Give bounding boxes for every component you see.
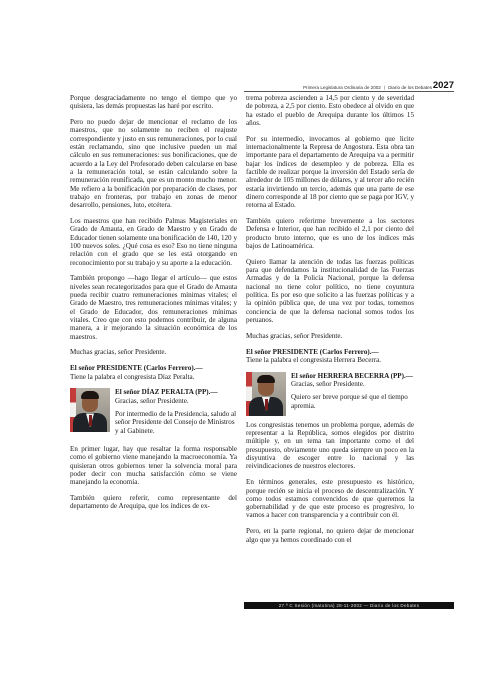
footer-text: 27.ª C Sesión (matutina) 28-11-2002 — Diario de los Debates [278, 603, 420, 608]
speaker-intro [291, 372, 414, 389]
paragraph: En primer lugar, hay que resaltar la forma responsable como el gobierno viene manejando la macroeconomía. Ya quisieran otros gobiernos tener la solvencia moral para poder decir con mucha satisfacción cómo se viene manejando la economía. [70, 444, 237, 487]
paragraph: También quiero referir, como representante del departamento de Arequipa, que los índices de ex- [70, 494, 237, 511]
paragraph: También propongo —hago llegar el artículo— que estos niveles sean recategorizados para que el Grado de Amauta pueda recibir cuatro remuneraciones mínimas vitales; el Grado de Maestro, tres remuneraciones mínimas vitales; y el Grado de Educador, dos remuneraciones mínimas vitales. Creo que con esto podemos contribuir, de alguna manera, a ir mejorando la situación económica de los maestros. [70, 274, 237, 341]
paragraph: Por su intermedio, invocamos al gobierno que licite internacionalmente la Represa de Angostura. Esta obra tan importante para el departamento de Arequipa va a permitir bajar los índices de desempleo y de pobreza. Ella es factible de realizar porque la inversión del Estado sería de alrededor de 105 millones de dólares, y al tercer año recién estaría invirtiendo un tercio, además que una parte de ese dinero corresponde al 18 por ciento que se paga por IGV, y retorna al Estado. [246, 134, 414, 210]
paragraph: Muchas gracias, señor Presidente. [70, 348, 167, 357]
page-header [244, 78, 454, 91]
speaker-text: Tiene la palabra el congresista Díaz Peralta. [70, 372, 195, 381]
paragraph: Por intermedio de la Presidencia, saludo al señor Presidente del Consejo de Ministros y al Gabinete. [115, 410, 237, 435]
speaker-photo [246, 372, 286, 416]
header-rule [244, 91, 454, 92]
speaker-paragraph [70, 364, 237, 381]
page-number: 2027 [432, 80, 454, 91]
paragraph: También quiero referirme brevemente a los sectores Defensa e Interior, que han recibido el 2,1 por ciento del producto bruto interno, que es uno de los índices más bajos de Latinoamérica. [246, 217, 414, 250]
speaker-paragraph [246, 348, 414, 365]
paragraph: Quiero ser breve porque sé que el tiempo apremia. [291, 393, 408, 410]
speaker-name: El señor PRESIDENTE (Carlos Ferrero).— [70, 364, 203, 373]
speaker-intro [115, 388, 237, 405]
paragraph: En términos generales, este presupuesto es histórico, porque recién se inicia el proceso de descentralización. Y como todos estamos convencidos de que queremos la gobernabilidad y de que este proceso es progresivo, lo vamos a hacer con transparencia y a contribuir con él. [246, 478, 414, 520]
paragraph: Porque desgraciadamente no tengo el tiempo que yo quisiera, las demás propuestas las haré por escrito. [70, 94, 237, 111]
speaker-text: Gracias, señor Presidente. [291, 380, 365, 389]
speaker-block [70, 388, 237, 439]
paragraph: Muchas gracias, señor Presidente. [246, 331, 343, 340]
page-footer [244, 602, 454, 609]
legislature-title: Primera Legislatura Ordinaria de 2002 [302, 85, 381, 90]
speaker-name: El señor HERRERA BECERRA (PP).— [291, 371, 413, 380]
speaker-text: Tiene la palabra el congresista Herrera Becerra. [246, 355, 382, 364]
paragraph: Quiero llamar la atención de todas las fuerzas políticas para que defendamos la institucionalidad de las Fuerzas Armadas y de la Policía Nacional, porque la defensa nacional no tiene color político, no tiene coyuntura política. Es por eso que solicito a las fuerzas políticas y a la opinión pública que, de una vez por todas, tomemos conciencia de que la defensa nacional somos todos los peruanos. [246, 257, 414, 324]
paragraph: trema pobreza ascienden a 14,5 por ciento y de severidad de pobreza, a 2,5 por ciento. Esto obedece al olvido en que ha estado el pueblo de Arequipa durante los últimos 15 años. [246, 94, 414, 127]
section-title: Diario de los Debates [388, 85, 432, 90]
speaker-photo [70, 388, 110, 432]
speaker-block [246, 372, 414, 416]
paragraph: Los maestros que han recibido Palmas Magisteriales en Grado de Amauta, en Grado de Maestro y en Grado de Educador tienen solamente una bonificación de 140, 120 y 100 nuevos soles. ¿Qué cosa es eso? Eso no tiene ninguna relación con el grado que se les está otorgando en reconocimiento por su trabajo y su aporte a la educación. [70, 217, 237, 267]
paragraph: Pero, en la parte regional, no quiero dejar de mencionar algo que ya hemos coordinado con el [246, 527, 414, 544]
header-separator: | [383, 85, 386, 90]
paragraph: Los congresistas tenemos un problema porque, además de representar a la República, somos elegidos por distrito múltiple y, en un tema tan importante como el del presupuesto, obviamente uno queda siempre un poco en la disyuntiva de escoger entre lo nacional y las reivindicaciones de nuestros electores. [246, 420, 414, 471]
left-column [70, 94, 237, 518]
speaker-name: El señor PRESIDENTE (Carlos Ferrero).— [246, 347, 379, 356]
right-column [246, 94, 414, 552]
paragraph: Pero no puedo dejar de mencionar el reclamo de los maestros, que no solamente no reciben el reajuste correspondiente y justo en sus remuneraciones, por lo cual están reclamando, sino que inclusive pueden un mal cálculo en sus remuneraciones: sus bonificaciones, que de acuerdo a la Ley del Profesorado deben calcularse en base a la remuneración total, se están calculando sobre la remuneración reunificada, que es un monto mucho menor. Me refiero a la bonificación por preparación de clases, por trabajo en fronteras, por trabajo en zonas de menor desarrollo, pensiones, luto, etcétera. [70, 118, 237, 210]
speaker-name: El señor DÍAZ PERALTA (PP).— [115, 388, 218, 397]
speaker-text: Gracias, señor Presidente. [115, 396, 189, 405]
